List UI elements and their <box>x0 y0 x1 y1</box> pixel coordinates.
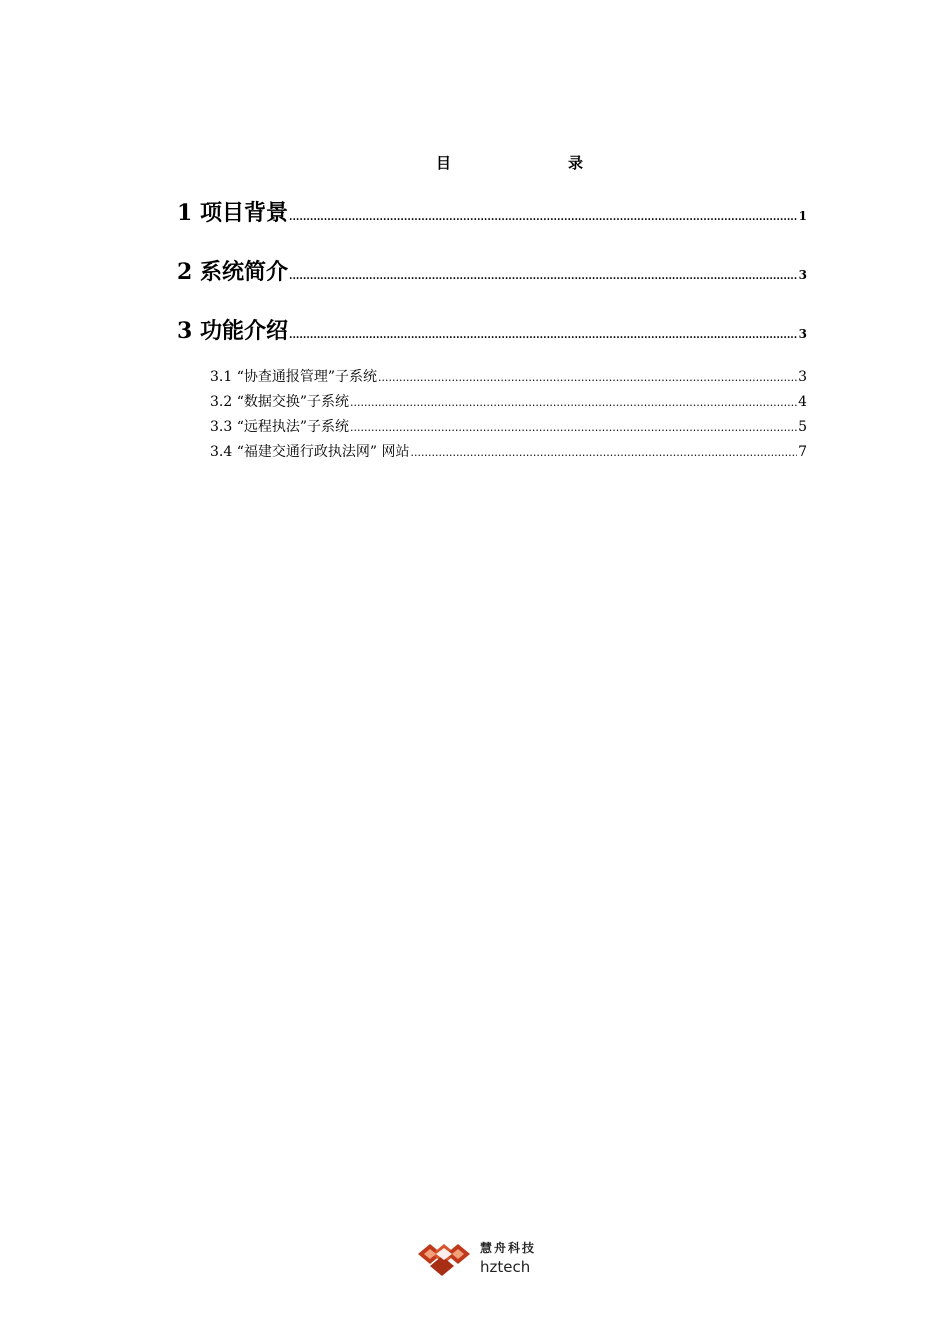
toc-entry-page: 3 <box>798 327 807 341</box>
toc-subentry-label: 3.1 “协查通报管理”子系统 <box>210 369 378 385</box>
toc-subentry-page: 5 <box>798 419 807 435</box>
toc-leader-dots <box>378 371 797 384</box>
toc-leader-dots <box>289 330 798 341</box>
toc-subentry-3-2[interactable] <box>210 391 807 411</box>
toc-subentry-page: 3 <box>798 369 807 385</box>
toc-entry-2[interactable] <box>177 255 807 286</box>
toc-leader-dots <box>289 212 798 223</box>
toc-entry-label: 3 功能介绍 <box>177 318 288 344</box>
toc-entry-label: 1 项目背景 <box>177 200 288 226</box>
logo-chinese-text: 慧舟科技 <box>480 1241 537 1255</box>
toc-title <box>0 152 950 174</box>
toc-subentry-3-1[interactable] <box>210 366 807 386</box>
toc-subentry-3-3[interactable] <box>210 416 807 436</box>
toc-entry-label: 2 系统简介 <box>177 259 288 285</box>
toc-leader-dots <box>350 421 797 434</box>
toc-subentry-label: 3.2 “数据交换”子系统 <box>210 394 350 410</box>
toc-subentry-3-4[interactable] <box>210 441 807 461</box>
logo-english-text: hztech <box>480 1258 531 1276</box>
toc-subentry-page: 4 <box>798 394 807 410</box>
toc-entry-page: 1 <box>798 209 807 223</box>
toc-entry-page: 3 <box>798 268 807 282</box>
toc-leader-dots <box>350 396 797 409</box>
toc-subentry-label: 3.4 “福建交通行政执法网” 网站 <box>210 444 410 460</box>
toc-entry-1[interactable] <box>177 196 807 227</box>
toc-title-right: 录 <box>568 154 584 172</box>
toc-entry-3[interactable] <box>177 314 807 345</box>
toc-leader-dots <box>410 446 797 459</box>
company-logo <box>416 1236 546 1280</box>
toc-title-left: 目 <box>436 154 452 172</box>
toc-leader-dots <box>289 271 798 282</box>
hztech-logo-icon <box>416 1236 472 1280</box>
toc-subentry-label: 3.3 “远程执法”子系统 <box>210 419 350 435</box>
toc-subentry-page: 7 <box>798 444 807 460</box>
